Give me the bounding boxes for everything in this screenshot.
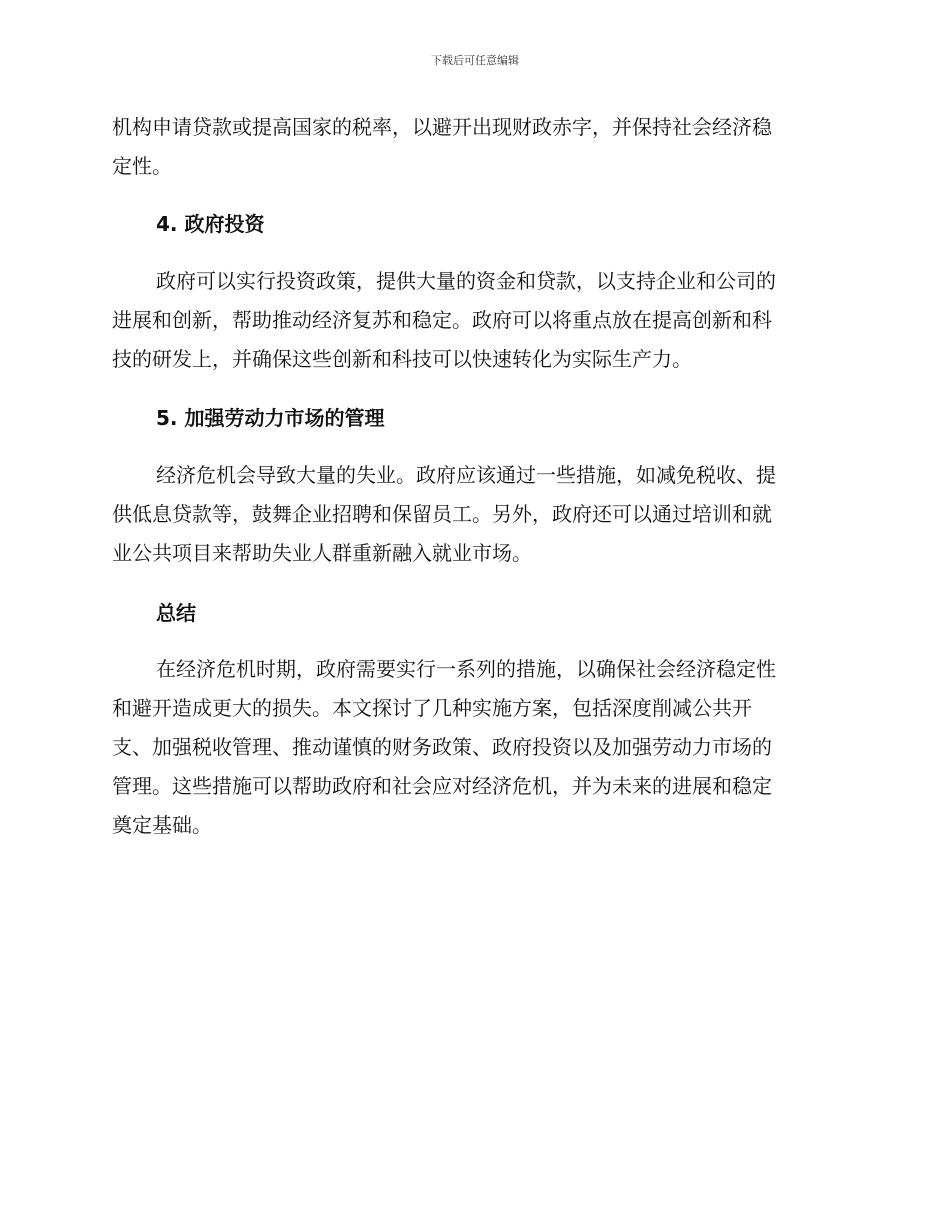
- page-header-note: 下载后可任意编辑: [431, 54, 519, 67]
- section-heading-summary: 总结: [156, 601, 196, 625]
- text-line: 定性。: [112, 154, 172, 178]
- text-line: 进展和创新，帮助推动经济复苏和稳定。政府可以将重点放在提高创新和科: [112, 308, 772, 332]
- paragraph-government-investment: [112, 262, 832, 379]
- text-line: 经济危机会导致大量的失业。政府应该通过一些措施，如减免税收、提: [156, 463, 776, 487]
- text-line: 和避开造成更大的损失。本文探讨了几种实施方案，包括深度削减公共开: [112, 696, 752, 720]
- section-heading-labor-market: 5. 加强劳动力市场的管理: [156, 406, 385, 430]
- text-line: 在经济危机时期，政府需要实行一系列的措施，以确保社会经济稳定性: [156, 657, 776, 681]
- text-line: 政府可以实行投资政策，提供大量的资金和贷款，以支持企业和公司的: [156, 269, 776, 293]
- text-line: 机构申请贷款或提高国家的税率，以避开出现财政赤字，并保持社会经济稳: [112, 115, 772, 139]
- text-line: 支、加强税收管理、推动谨慎的财务政策、政府投资以及加强劳动力市场的: [112, 735, 772, 759]
- text-line: 供低息贷款等，鼓舞企业招聘和保留员工。另外，政府还可以通过培训和就: [112, 502, 772, 526]
- text-line: 业公共项目来帮助失业人群重新融入就业市场。: [112, 541, 532, 565]
- paragraph-continuation: [112, 108, 832, 186]
- text-line: 技的研发上，并确保这些创新和科技可以快速转化为实际生产力。: [112, 347, 692, 371]
- paragraph-labor-market: [112, 456, 832, 573]
- text-line: 奠定基础。: [112, 813, 212, 837]
- text-line: 管理。这些措施可以帮助政府和社会应对经济危机，并为未来的进展和稳定: [112, 774, 772, 798]
- paragraph-summary: [112, 650, 832, 845]
- section-heading-government-investment: 4. 政府投资: [156, 212, 265, 236]
